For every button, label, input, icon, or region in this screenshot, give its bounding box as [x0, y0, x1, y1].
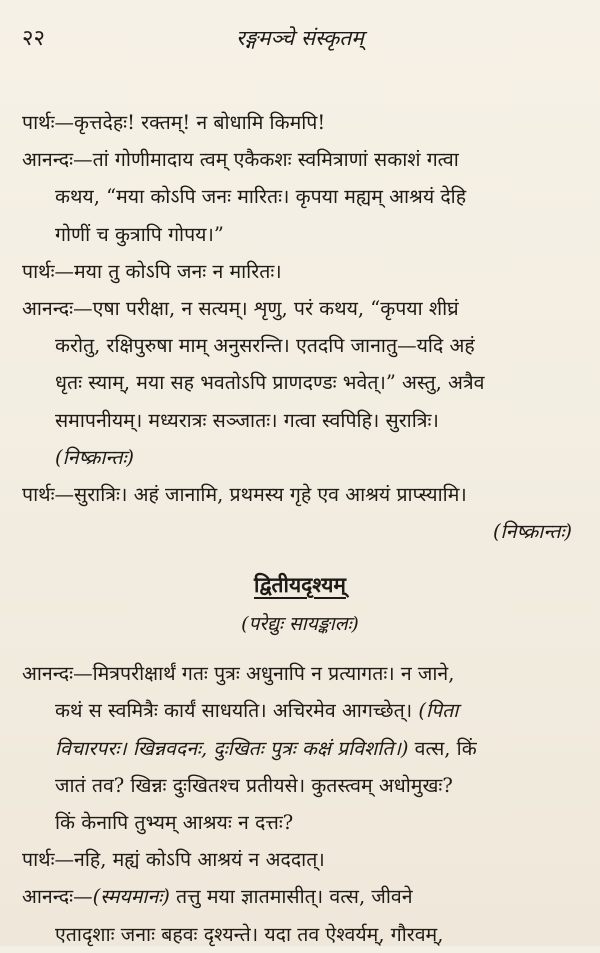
stage-direction: विचारपरः। खिन्नवदनः, दुःखितः पुत्रः कक्षं प्रविशति।) — [55, 736, 409, 760]
dialogue-text: किं केनापि तुभ्यम् आश्रयः न दत्तः? — [55, 811, 294, 834]
dialogue-text: गोणीं च कुत्रापि गोपय।” — [55, 222, 224, 246]
dialogue-text: समापनीयम्। मध्यरात्रः सञ्जातः। गत्वा स्वपिहि। सुरात्रिः। — [55, 408, 439, 432]
dialogue-text: करोतु, रक्षिपुरुषा माम् अनुसरन्ति। एतदपि जानातु—यदि अहं — [55, 334, 475, 358]
running-title: रङ्गमञ्चे संस्कृतम् — [236, 26, 364, 50]
dialogue-text: तत्तु मया ज्ञातमासीत्। वत्स, जीवने — [169, 885, 413, 909]
running-header — [22, 22, 578, 56]
text-line — [22, 104, 578, 141]
text-line — [22, 364, 578, 401]
stage-direction: (स्मयमानः) — [92, 885, 170, 909]
scene-time-note: (परेद्युः सायङ्कालः) — [241, 613, 359, 636]
text-line — [22, 476, 578, 513]
page-number: २२ — [22, 26, 45, 51]
text-line — [22, 804, 578, 841]
text-line — [22, 253, 578, 290]
dialogue-text: जातं तव? खिन्नः दुःखितश्च प्रतीयसे। कुतस्त्वम् अधोमुखः? — [55, 773, 453, 797]
text-line — [22, 692, 578, 729]
text-line — [22, 178, 578, 215]
dialogue-text: आनन्दः—तां गोणीमादाय त्वम् एकैकशः स्वमित्राणां सकाशं गत्वा — [22, 148, 459, 172]
text-line — [22, 767, 578, 804]
dialogue-text: (निष्क्रान्तः) — [492, 520, 572, 544]
dialogue-text: पार्थः—नहि, मह्यं कोऽपि आश्रयं न अददात्। — [22, 848, 325, 872]
dialogue-text: पार्थः—मया तु कोऽपि जनः न मारितः। — [22, 259, 282, 283]
text-line — [22, 327, 578, 364]
text-line — [22, 216, 578, 253]
dialogue-text: आनन्दः—मित्रपरीक्षार्थं गतः पुत्रः अधुनापि न प्रत्यागतः। न जाने, — [22, 662, 455, 686]
text-line — [22, 730, 578, 767]
text-line — [22, 655, 578, 692]
dialogue-text: धृतः स्याम्, मया सह भवतोऽपि प्राणदण्डः भवेत्।” अस्तु, अत्रैव — [55, 371, 485, 395]
dialogue-text: आनन्दः— — [22, 885, 93, 909]
text-line — [22, 141, 578, 178]
text-line — [22, 878, 578, 915]
text-line — [22, 513, 578, 550]
text-line — [22, 439, 578, 476]
scene-heading: द्वितीयदृश्यम् — [254, 572, 346, 598]
text-line — [22, 916, 578, 953]
text-line — [22, 290, 578, 327]
dialogue-text: पार्थः—कृत्तदेहः! रक्तम्! न बोधामि किमपि! — [22, 111, 326, 134]
text-line — [22, 841, 578, 878]
scene-two-text — [22, 655, 578, 953]
dialogue-text: कथय, “मया कोऽपि जनः मारितः। कृपया मह्यम् आश्रयं देहि — [55, 185, 467, 209]
dialogue-text: आनन्दः—एषा परीक्षा, न सत्यम्। शृणु, परं कथय, “कृपया शीघ्रं — [22, 296, 459, 320]
text-line — [22, 402, 578, 439]
scene-one-text — [22, 104, 578, 550]
dialogue-text: (निष्क्रान्तः) — [55, 445, 135, 469]
dialogue-text: पार्थः—सुरात्रिः। अहं जानामि, प्रथमस्य गृहे एव आश्रयं प्राप्स्यामि। — [22, 482, 467, 506]
stage-direction: (पिता — [418, 699, 459, 723]
dialogue-text: कथं स स्वमित्रैः कार्यं साधयति। अचिरमेव आगच्छेत्। — [55, 699, 419, 723]
dialogue-text: एतादृशाः जनाः बहवः दृश्यन्ते। यदा तव ऐश्वर्यम्, गौरवम्, — [55, 922, 444, 946]
dialogue-text: वत्स, किं — [408, 736, 477, 760]
